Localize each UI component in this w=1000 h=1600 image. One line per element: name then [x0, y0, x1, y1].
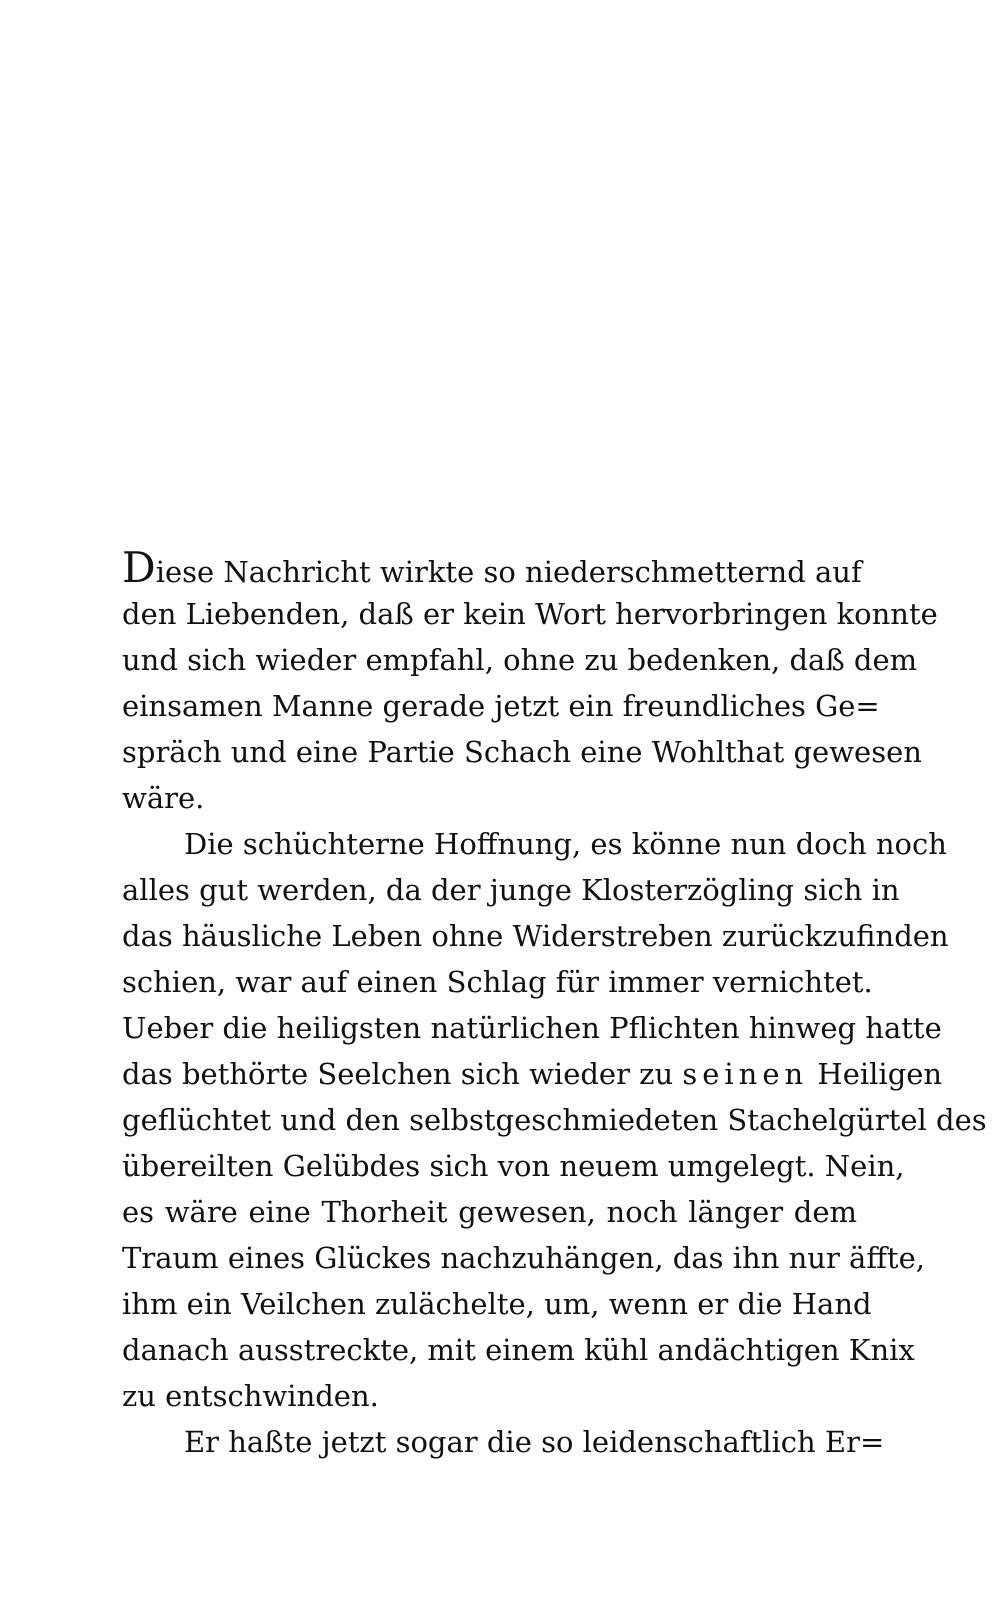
text-line: Diese Nachricht wirkte so niederschmetternd auf [122, 543, 862, 592]
text-line: Die schüchterne Hoffnung, es könne nun doch noch [184, 827, 947, 861]
text-line: das bethörte Seelchen sich wieder zu seinen Heiligen [122, 1057, 943, 1091]
emphasized-word: seinen [682, 1057, 809, 1091]
text-line: ihm ein Veilchen zulächelte, um, wenn er die Hand [122, 1287, 872, 1321]
text-line: Er haßte jetzt sogar die so leidenschaftlich Er= [184, 1425, 885, 1459]
text-line: danach ausstreckte, mit einem kühl andächtigen Knix [122, 1333, 915, 1367]
body-text [122, 543, 987, 1465]
text-line: übereilten Gelübdes sich von neuem umgelegt. Nein, [122, 1149, 905, 1183]
text-line: das häusliche Leben ohne Widerstreben zurückzufinden [122, 919, 949, 953]
text-line: einsamen Manne gerade jetzt ein freundliches Ge= [122, 689, 880, 723]
text-line: es wäre eine Thorheit gewesen, noch länger dem [122, 1195, 857, 1229]
text-line: schien, war auf einen Schlag für immer vernichtet. [122, 965, 873, 999]
text-line: Ueber die heiligsten natürlichen Pflichten hinweg hatte [122, 1011, 942, 1045]
text-line: Traum eines Glückes nachzuhängen, das ihn nur äffte, [122, 1241, 925, 1275]
text-line: spräch und eine Partie Schach eine Wohlthat gewesen [122, 735, 922, 769]
text-line: den Liebenden, daß er kein Wort hervorbringen konnte [122, 597, 938, 631]
text-line: alles gut werden, da der junge Klosterzögling sich in [122, 873, 900, 907]
text-line: zu entschwinden. [122, 1379, 379, 1413]
drop-cap-initial: D [122, 543, 156, 592]
text-line: wäre. [122, 781, 205, 815]
text-line: und sich wieder empfahl, ohne zu bedenken, daß dem [122, 643, 918, 677]
text-line: geflüchtet und den selbstgeschmiedeten Stachelgürtel des [122, 1103, 987, 1137]
